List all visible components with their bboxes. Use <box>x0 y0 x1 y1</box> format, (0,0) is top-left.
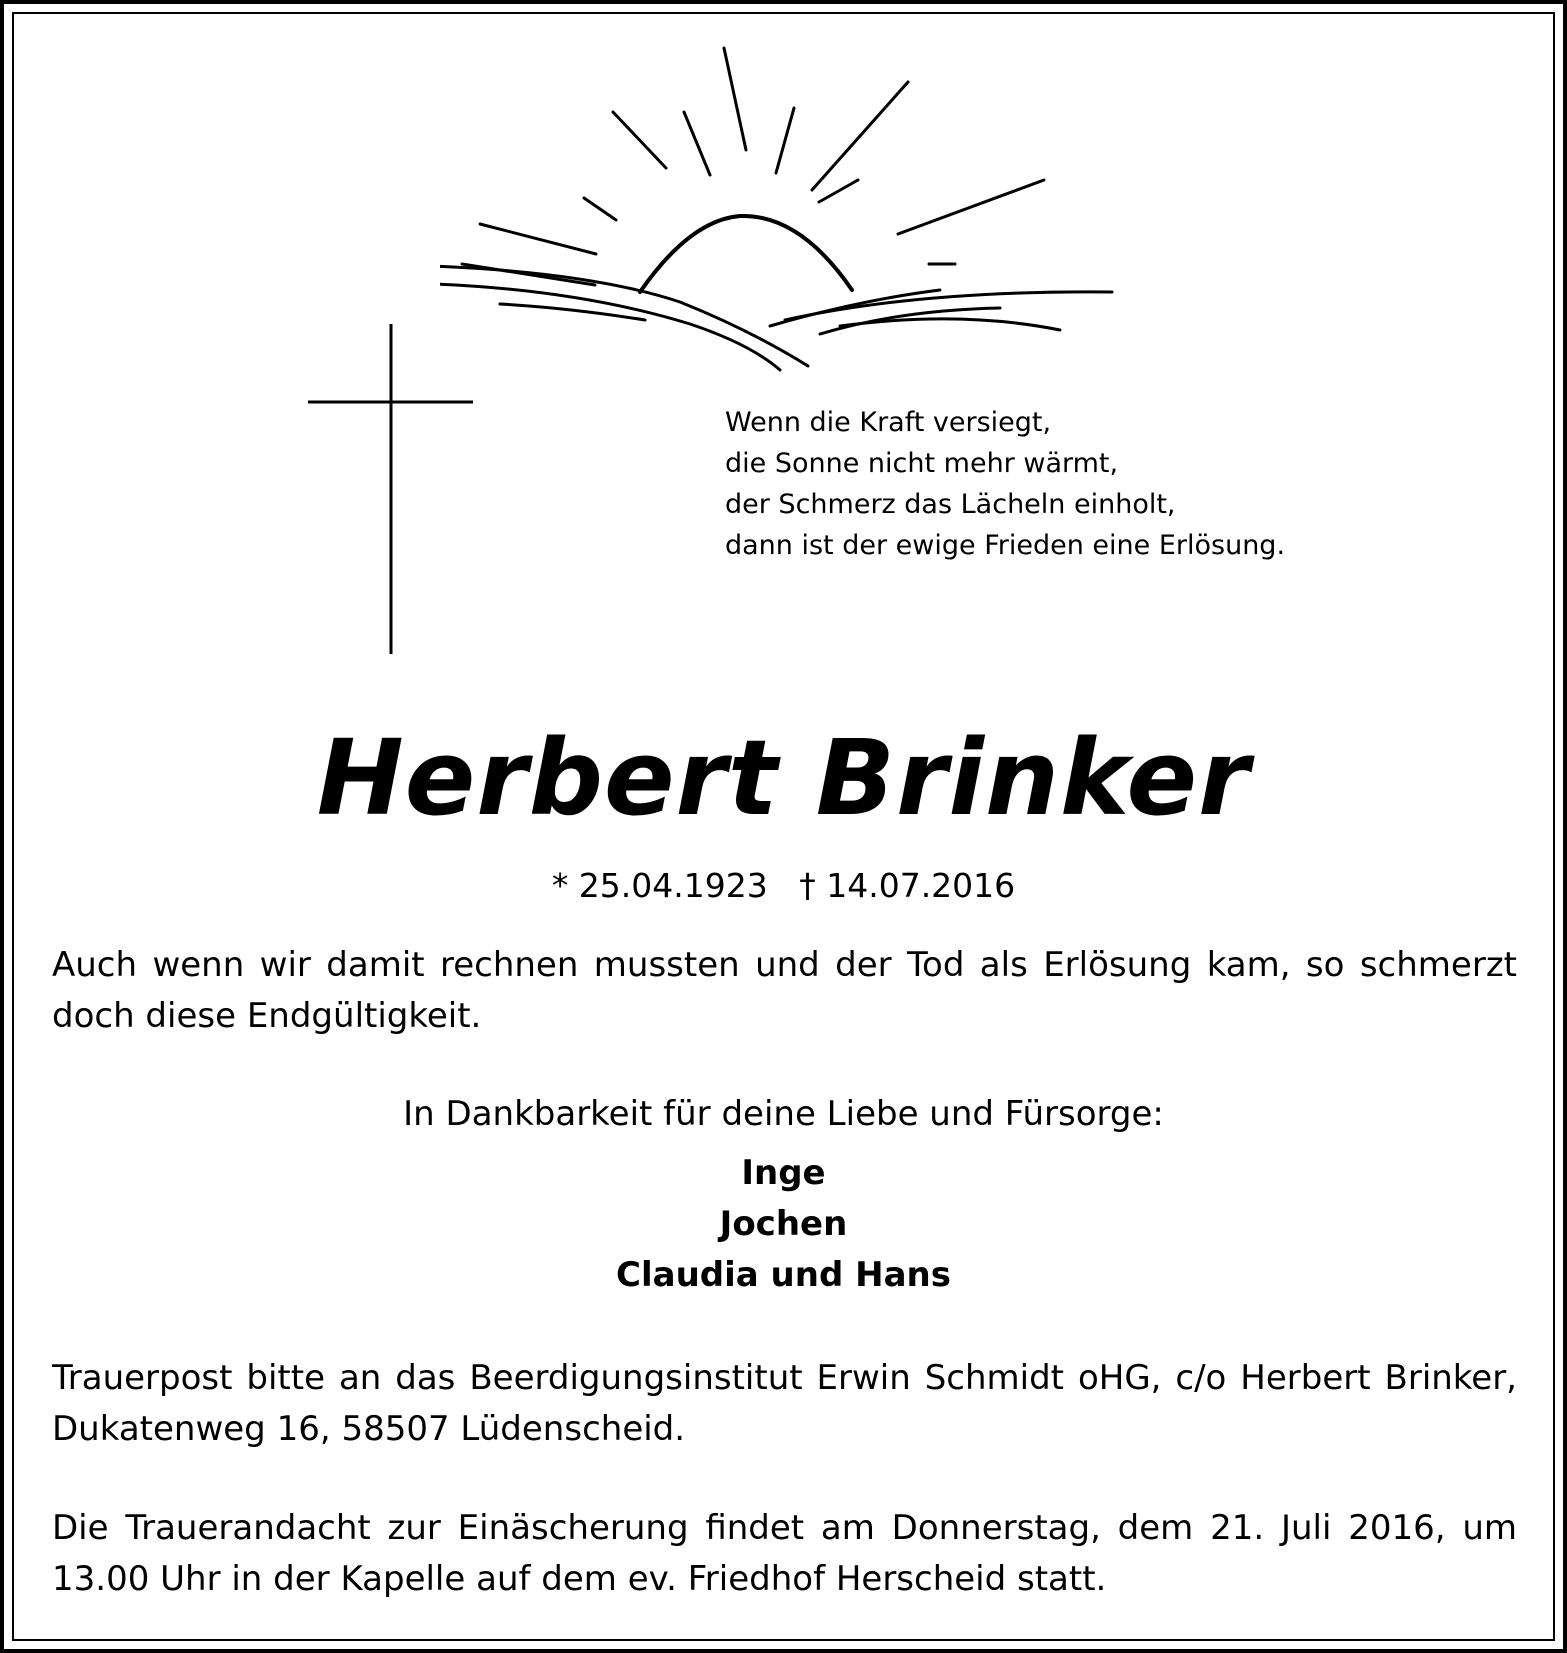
life-dates <box>0 865 1567 907</box>
poem-line: die Sonne nicht mehr wärmt, <box>725 448 1119 479</box>
poem <box>725 402 1285 566</box>
message-paragraph: Auch wenn wir damit rechnen mussten und der Tod als Erlösung kam, so schmerzt doch diese Endgültigkeit. <box>52 945 1517 1036</box>
thanks-line: In Dankbarkeit für deine Liebe und Fürsorge: <box>403 1094 1164 1134</box>
signer-name: Inge <box>741 1153 826 1193</box>
cross-icon <box>300 322 480 662</box>
signer-name: Jochen <box>719 1204 848 1244</box>
poem-line: Wenn die Kraft versiegt, <box>725 407 1052 438</box>
death-date: † 14.07.2016 <box>799 866 1016 905</box>
service-notice: Die Trauerandacht zur Einäscherung findet am Donnerstag, dem 21. Juli 2016, um 13.00 Uhr in der Kapelle auf dem ev. Friedhof Herscheid statt. <box>52 1508 1517 1599</box>
deceased-name: Herbert Brinker <box>316 717 1251 839</box>
poem-line: der Schmerz das Lächeln einholt, <box>725 489 1176 520</box>
signer-name: Claudia und Hans <box>616 1255 951 1295</box>
mail-notice: Trauerpost bitte an das Beerdigungsinstitut Erwin Schmidt oHG, c/o Herbert Brinker, Dukatenweg 16, 58507 Lüdenscheid. <box>52 1358 1517 1449</box>
birth-date: * 25.04.1923 <box>551 866 768 905</box>
signers <box>0 1148 1567 1301</box>
sunrise-icon <box>440 40 1120 380</box>
poem-line: dann ist der ewige Frieden eine Erlösung. <box>725 530 1286 561</box>
